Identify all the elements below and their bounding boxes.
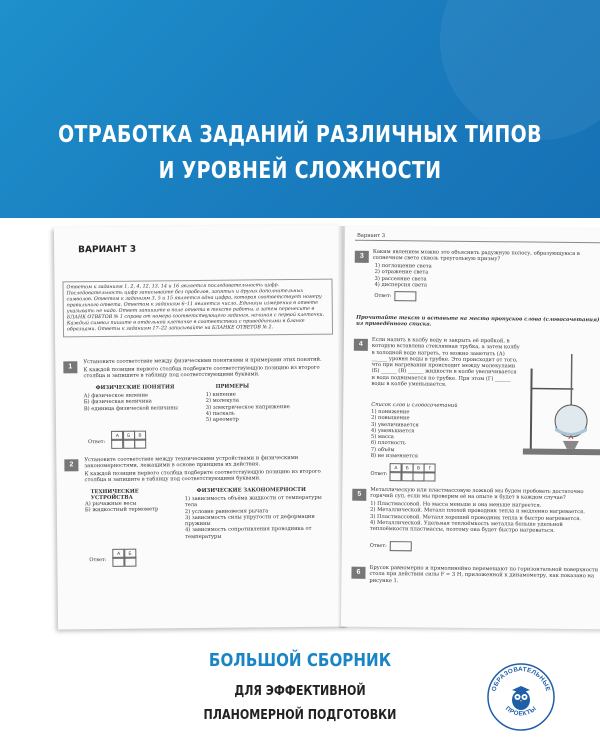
q5-option: 3) Пластмассовой. Металл хороший проводник тепла и быстро нагревается. <box>370 513 582 522</box>
q1-col1-item: А) физическое явление <box>83 392 149 400</box>
q1-col1-item: В) единица физической величины <box>83 404 178 412</box>
q1-answer-label: Ответ: <box>88 438 106 446</box>
q4-cell-header: Б <box>401 463 413 473</box>
headline-line-1: ОТРАБОТКА ЗАДАНИЙ РАЗЛИЧНЫХ ТИПОВ <box>58 122 542 148</box>
subtitle-big-collection: БОЛЬШОЙ СБОРНИК <box>208 650 392 671</box>
q4-cell-header: А <box>390 463 402 473</box>
headline-line-2: И УРОВНЕЙ СЛОЖНОСТИ <box>158 158 442 184</box>
question-1-sub: К каждой позиции первого столбца подберите соответствующую позицию из второго столбца и запишите в таблицу под соответствующими буквами. <box>83 364 320 380</box>
subtitle-line-2: ДЛЯ ЭФФЕКТИВНОЙ <box>234 683 366 699</box>
publisher-logo <box>486 662 556 732</box>
q3-option: 2) отражение света <box>374 269 429 276</box>
question-3-text: Каким явлением можно это объяснить радужную полосу, образующуюся в солнечном свете сквозь треугольную призму? <box>372 248 580 263</box>
question-number-2: 2 <box>64 459 78 471</box>
q4-cell-header: Г <box>424 463 436 473</box>
q4-list-item: 5) масса <box>370 434 394 441</box>
q2-col2-item: 3) зависимость силы упругости от деформации пружины <box>184 513 315 528</box>
q1-col1-head: ФИЗИЧЕСКИЕ ПОНЯТИЯ <box>95 384 175 392</box>
q2-col2-item: 2) условие равновесия рычага <box>184 507 269 515</box>
q2-cell-header: Б <box>124 549 136 559</box>
logo-top-text: ОБРАЗОВАТЕЛЬНЫЕ <box>490 665 552 693</box>
q5-option: 4) Металлической. Удельная теплоёмкость металла больше удельной теплоёмкости пластмассы, поэтому она будет быстро нагреваться. <box>369 519 563 534</box>
q1-cell-header: В <box>134 431 146 441</box>
q2-col1-head: ТЕХНИЧЕСКИЕ УСТРОЙСТВА <box>90 488 139 502</box>
question-2-sub: К каждой позиции первого столбца подберите соответствующую позицию из второго столбца и запишите в таблицу под соответствующими буквами. <box>84 468 321 484</box>
q2-col1-item: А) рычажные весы <box>84 500 137 508</box>
subtitle-line-3: ПЛАНОМЕРНОЙ ПОДГОТОВКИ <box>203 707 397 723</box>
q3-answer-label: Ответ: <box>374 292 392 300</box>
q2-answer-cells[interactable] <box>113 557 136 567</box>
q4-list-item: 1) понижение <box>371 408 410 416</box>
logo-bottom-text: ПРОЕКТЫ <box>503 705 539 718</box>
question-1-text: Установите соответствие между физическими понятиями и примерами этих понятий. <box>83 356 322 366</box>
q2-answer-cell[interactable] <box>124 557 136 567</box>
question-number-4: 4 <box>354 339 368 351</box>
q4-cell-header: В <box>412 463 424 473</box>
q1-col2-item: 4) паскаль <box>205 410 235 417</box>
header-banner <box>0 0 600 218</box>
q2-col2-head: ФИЗИЧЕСКИЕ ЗАКОНОМЕРНОСТИ <box>196 486 306 495</box>
q1-answer-cell[interactable] <box>134 439 146 449</box>
q3-answer-box[interactable] <box>394 291 416 301</box>
reading-note: Прочитайте текст и вставьте на место пропусков слова (словосочетания) из приведённого списка. <box>356 314 600 328</box>
right-page <box>341 227 600 630</box>
q4-answer-cell[interactable] <box>424 471 436 481</box>
question-2-text: Установите соответствие между техническими устройствами и физическими закономерностями, лежащими в основе принципа их действия. <box>84 454 299 470</box>
q1-col1-item: Б) физическая величина <box>83 398 152 406</box>
q4-list-item: 3) увеличивается <box>370 421 419 428</box>
q1-col2-item: 5) ареометр <box>205 416 239 424</box>
q1-col2-item: 3) электрическое напряжение <box>205 403 290 411</box>
question-4-text: Если налить в колбу воду и закрыть её пробкой, в которую вставлена стеклянная трубка, а затем колбу в холодной воде нагреть, то можно заметить (А) ______ уровня воды в трубке. Это происходит от того, что при нагревании происходит между молекулами (Б) ______ (В) ______ жидкости в колбе увеличивается и вода поднимается по трубке. При этом (Г) ______ воды в колбе уменьшается. <box>371 336 520 388</box>
q4-list-item: 7) объём <box>370 446 395 453</box>
q4-list-item: 2) повышение <box>371 415 410 422</box>
q5-answer-box[interactable] <box>390 541 412 551</box>
q2-col2-item: 4) зависимость сопротивления проводника от температуры <box>185 526 312 540</box>
q4-list-item: 6) плотность <box>370 440 406 447</box>
q5-answer-label: Ответ: <box>369 542 387 550</box>
q3-option: 1) поглощение света <box>374 262 432 270</box>
q1-col2-item: 1) кипение <box>205 391 236 398</box>
owl-icon <box>512 686 530 710</box>
question-6-text: Брусок равномерно и прямолинейно перемещают по горизонтальной поверхности стола при действии силы F = 3 Н, приложенной к динамометру, как показано на рисунке 1. <box>369 564 599 584</box>
flask-apparatus-illustration <box>523 348 600 459</box>
left-page <box>54 225 346 630</box>
q2-answer-label: Ответ: <box>89 556 107 564</box>
open-book <box>0 218 600 628</box>
question-number-3: 3 <box>355 251 369 263</box>
q1-answer-cell[interactable] <box>123 439 135 449</box>
q1-answer-cells[interactable] <box>112 439 146 449</box>
q4-answer-cell[interactable] <box>401 471 413 481</box>
q5-option: 2) Металлической. Металл плохой проводник тепла и медленно нагревается. <box>370 507 585 516</box>
q2-answer-cell[interactable] <box>113 557 125 567</box>
q4-answer-label: Ответ: <box>370 470 388 478</box>
q1-col2-head: ПРИМЕРЫ <box>215 383 250 390</box>
q4-answer-cell[interactable] <box>390 471 402 481</box>
question-5-text: Металлическую или пластмассовую ложкой мы будем пробовать достаточно горячий суп, если мы проверим её на опыте и будет в каждом случае? <box>370 486 584 502</box>
q3-option: 4) дисперсия света <box>374 281 428 289</box>
header-rule <box>355 240 600 244</box>
question-number-5: 5 <box>352 489 366 501</box>
q4-list-item: 4) уменьшается <box>370 427 415 435</box>
q2-col2-item: 1) зависимость объёма жидкости от температуры тела <box>184 494 322 509</box>
variant-title: ВАРИАНТ 3 <box>78 244 137 256</box>
question-number-1: 1 <box>63 361 77 373</box>
q2-col1-item: Б) жидкостный термометр <box>84 506 159 514</box>
q1-col2-item: 2) молекула <box>205 397 239 405</box>
q4-list-item: 8) не изменяется <box>370 452 419 460</box>
right-page-header: Вариант 3 <box>356 232 386 240</box>
q1-cell-header: А <box>111 431 123 441</box>
q5-option: 1) Пластмассовой. Но масса меньше и она меньше нагреется. <box>370 500 542 509</box>
q1-answer-cell[interactable] <box>111 439 123 449</box>
instructions-box: Ответом к заданиям 1, 2, 4, 12, 13, 14 и 16 является последовательность цифр. Последовательность цифр записывайте без пробелов, запятых и других дополнительных символов. Ответом к заданиям 3, 5 и 15 является одна цифра, которая соответствует номеру правильного ответа. Ответом к заданиям 6–11 является число. Единицы измерения в ответе указывать не надо. Ответ запишите в поле ответа в тексте работы, а затем перенесите в БЛАНК ОТВЕТОВ № 1 справа от номера соответствующего задания, начиная с первой клеточки. Каждый символ пишите в отдельной клеточке в соответствии с приведёнными в бланке образцами. Ответы к заданиям 17–22 записывайте на БЛАНКЕ ОТВЕТОВ № 2. <box>62 279 333 338</box>
q1-cell-header: Б <box>123 431 135 441</box>
q3-option: 3) рассеяние света <box>374 275 427 283</box>
q2-cell-header: А <box>113 549 125 559</box>
question-number-6: 6 <box>351 567 365 579</box>
q4-list-title: Список слов и словосочетаний <box>371 401 458 409</box>
q4-answer-cell[interactable] <box>412 471 424 481</box>
q4-answer-cells[interactable] <box>390 471 435 481</box>
